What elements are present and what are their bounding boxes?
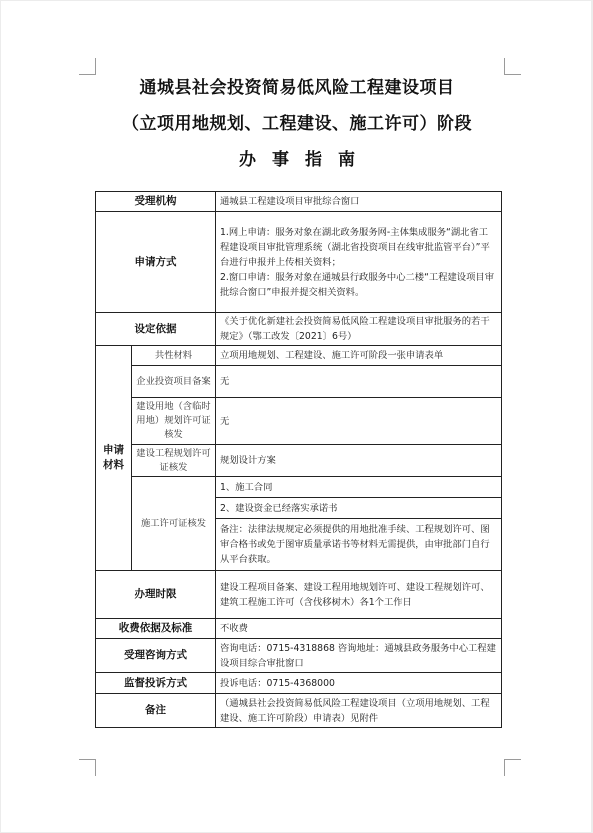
table-row [96, 673, 502, 694]
agency-value: 通城县工程建设项目审批综合窗口 [216, 192, 502, 212]
apply-method-label: 申请方式 [96, 212, 216, 313]
title-line-3: 办事指南 [239, 150, 371, 170]
table-row [96, 313, 502, 346]
table-row [96, 346, 502, 366]
complaint-label: 监督投诉方式 [96, 673, 216, 694]
table-row [96, 398, 502, 445]
planning-permit-value: 规划设计方案 [216, 445, 502, 477]
table-row [96, 445, 502, 477]
apply-window-text: 2.窗口申请：服务对象在通城县行政服务中心二楼“工程建设项目审批综合窗口”申报并提交相关资料。 [220, 271, 494, 298]
funding-commitment-item: 2、建设资金已经落实承诺书 [216, 498, 502, 519]
common-materials-value: 立项用地规划、工程建设、施工许可阶段一张申请表单 [216, 346, 502, 366]
table-row [96, 477, 502, 498]
table-row [96, 212, 502, 313]
complaint-value: 投诉电话：0715-4368000 [216, 673, 502, 694]
table-row [96, 619, 502, 639]
permit-remark-note: 备注：法律法规规定必须提供的用地批准手续、工程规划许可、图审合格书或免于图审质量承诺书等材料无需提供，由审批部门自行从平台获取。 [216, 519, 502, 571]
apply-online-text: 1.网上申请：服务对象在湖北政务服务网-主体集成服务“湖北省工程建设项目审批管理系统（湖北省投资项目在线审批监管平台）”平台进行申报并上传相关资料； [220, 226, 490, 268]
project-filing-value: 无 [216, 366, 502, 398]
fee-value: 不收费 [216, 619, 502, 639]
basis-value: 《关于优化新建社会投资简易低风险工程建设项目审批服务的若干规定》（鄂工改发〔2021〕6号） [216, 313, 502, 346]
time-limit-value: 建设工程项目备案、建设工程用地规划许可、建设工程规划许可、建筑工程施工许可（含伐移树木）各1个工作日 [216, 571, 502, 619]
time-limit-label: 办理时限 [96, 571, 216, 619]
table-row [96, 192, 502, 212]
land-permit-value: 无 [216, 398, 502, 445]
margin-corner-mark [504, 759, 521, 776]
materials-label: 申请材料 [96, 346, 132, 571]
fee-label: 收费依据及标准 [96, 619, 216, 639]
project-filing-label: 企业投资项目备案 [132, 366, 216, 398]
margin-corner-mark [79, 759, 96, 776]
remark-label: 备注 [96, 694, 216, 728]
construction-permit-label: 施工许可证核发 [132, 477, 216, 571]
agency-label: 受理机构 [96, 192, 216, 212]
title-line-2: （立项用地规划、工程建设、施工许可）阶段 [122, 114, 472, 134]
table-row [96, 694, 502, 728]
table-row [96, 639, 502, 673]
document-page [1, 1, 591, 832]
guide-table [95, 191, 502, 728]
basis-label: 设定依据 [96, 313, 216, 346]
consult-label: 受理咨询方式 [96, 639, 216, 673]
title-line-1: 通城县社会投资简易低风险工程建设项目 [139, 78, 455, 98]
land-permit-label: 建设用地（含临时用地）规划许可证核发 [132, 398, 216, 445]
table-row [96, 571, 502, 619]
common-materials-label: 共性材料 [132, 346, 216, 366]
planning-permit-label: 建设工程规划许可证核发 [132, 445, 216, 477]
construction-contract-item: 1、施工合同 [216, 477, 502, 498]
table-row [96, 366, 502, 398]
remark-value: （通城县社会投资简易低风险工程建设项目（立项用地规划、工程建设、施工许可阶段）申请表）见附件 [216, 694, 502, 728]
apply-method-value [216, 212, 502, 313]
consult-value: 咨询电话：0715-4318868 咨询地址：通城县政务服务中心工程建设项目综合审批窗口 [216, 639, 502, 673]
